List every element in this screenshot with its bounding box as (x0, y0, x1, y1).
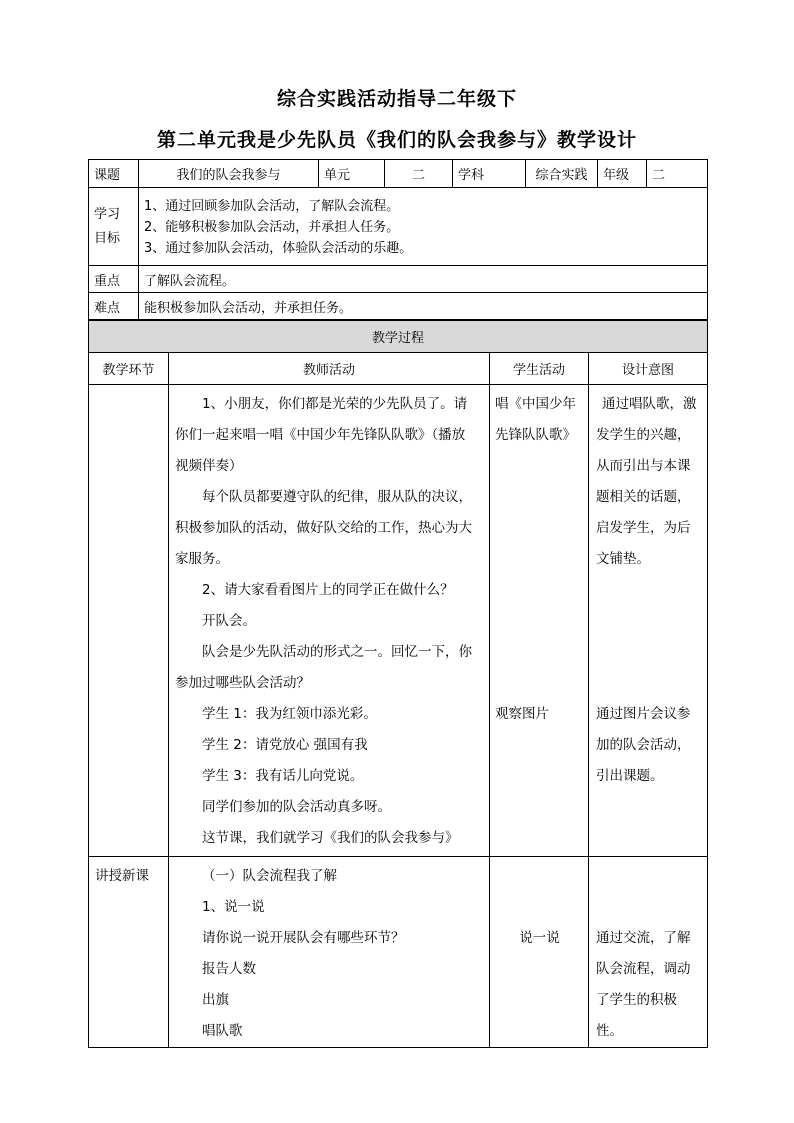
label-difficulty: 难点 (89, 293, 139, 320)
unit-value: 二 (385, 160, 453, 188)
intent-line: 发学生的兴趣， (596, 427, 691, 443)
intent-line: 从而引出与本课 (596, 458, 691, 474)
label-grade: 年级 (598, 160, 647, 188)
label-goals (89, 188, 139, 266)
teacher-line: 请你说一说开展队会有哪些环节？ (202, 930, 405, 946)
teacher-line: 报告人数 (202, 961, 256, 977)
teacher-line: 家服务。 (175, 551, 229, 567)
process-title: 教学过程 (89, 321, 708, 353)
intent-line: 文铺垫。 (596, 551, 650, 567)
label-key: 重点 (89, 266, 139, 293)
process-table (88, 320, 708, 1048)
intent-line: 加的队会活动， (596, 737, 691, 753)
intent-line: 通过交流，了解 (596, 930, 691, 946)
info-table (88, 159, 708, 320)
teacher-line: 出旗 (202, 992, 229, 1008)
label-unit: 单元 (319, 160, 385, 188)
teacher-line: 这节课，我们就学习《我们的队会我参与》 (202, 830, 459, 846)
label-goals-line1: 学习 (94, 206, 121, 222)
intent-line: 了学生的积极性。 (596, 992, 677, 1039)
design-intent-cell (589, 385, 708, 857)
teacher-line: 同学们参加的队会活动真多呀。 (202, 799, 391, 815)
subject-value: 综合实践 (526, 160, 598, 188)
phase-cell-lecture: 讲授新课 (89, 857, 169, 1048)
teacher-line: 唱队歌 (202, 1023, 243, 1039)
intent-line: 通过唱队歌，激 (602, 396, 697, 412)
label-course: 课题 (89, 160, 139, 188)
teacher-line: 视频伴奏） (175, 458, 243, 474)
document-subtitle: 第二单元我是少先队员《我们的队会我参与》教学设计 (156, 129, 637, 151)
teacher-line: 学生 2：请党放心 强国有我 (202, 737, 368, 753)
teacher-line: 1、小朋友，你们都是光荣的少先队员了。请 (202, 396, 468, 412)
teacher-activity-cell (169, 385, 490, 857)
teacher-line: 学生 1：我为红领巾添光彩。 (202, 706, 377, 722)
grade-value: 二 (647, 160, 708, 188)
student-line: 唱《中国少年 (495, 396, 576, 412)
key-content: 了解队会流程。 (139, 266, 708, 293)
intent-line: 题相关的话题， (596, 489, 691, 505)
goals-content (139, 188, 708, 266)
intent-line: 启发学生，为后 (596, 520, 691, 536)
teacher-line: 每个队员都要遵守队的纪律，服从队的决议， (202, 489, 472, 505)
teacher-line: 学生 3：我有话儿向党说。 (202, 768, 364, 784)
teacher-line: 1、说一说 (202, 899, 265, 915)
teacher-line: 开队会。 (202, 613, 256, 629)
intent-line: 通过图片会议参 (596, 706, 691, 722)
teacher-line: （一）队会流程我了解 (202, 868, 337, 884)
teacher-line: 2、请大家看看图片上的同学正在做什么？ (202, 582, 454, 598)
goal-item: 1、通过回顾参加队会活动，了解队会流程。 (144, 199, 400, 214)
phase-cell (89, 385, 169, 857)
difficulty-content: 能积极参加队会活动，并承担任务。 (139, 293, 708, 320)
design-intent-cell-lecture (589, 857, 708, 1048)
document-title: 综合实践活动指导二年级下 (276, 88, 517, 110)
teacher-line: 积极参加队的活动，做好队交给的工作，热心为大 (175, 520, 472, 536)
goal-item: 3、通过参加队会活动，体验队会活动的乐趣。 (144, 241, 413, 256)
label-subject: 学科 (453, 160, 526, 188)
goal-item: 2、能够积极参加队会活动，并承担人任务。 (144, 220, 400, 235)
teacher-line: 队会是少先队活动的形式之一。回忆一下，你 (202, 644, 472, 660)
teacher-activity-cell-lecture (169, 857, 490, 1048)
header-intent: 设计意图 (589, 353, 708, 385)
header-student: 学生活动 (490, 353, 589, 385)
intent-line: 队会流程，调动 (596, 961, 691, 977)
student-activity-cell (490, 385, 589, 857)
student-activity-cell-lecture (490, 857, 589, 1048)
student-line: 观察图片 (495, 706, 549, 722)
course-value: 我们的队会我参与 (139, 160, 319, 188)
intent-line: 引出课题。 (596, 768, 664, 784)
teacher-line: 参加过哪些队会活动？ (175, 675, 310, 691)
label-goals-line2: 目标 (94, 230, 121, 246)
student-line: 先锋队队歌》 (495, 427, 576, 443)
teacher-line: 你们一起来唱一唱《中国少年先锋队队歌》（播放 (175, 427, 466, 443)
student-line: 说一说 (519, 930, 560, 946)
header-teacher: 教师活动 (169, 353, 490, 385)
header-phase: 教学环节 (89, 353, 169, 385)
